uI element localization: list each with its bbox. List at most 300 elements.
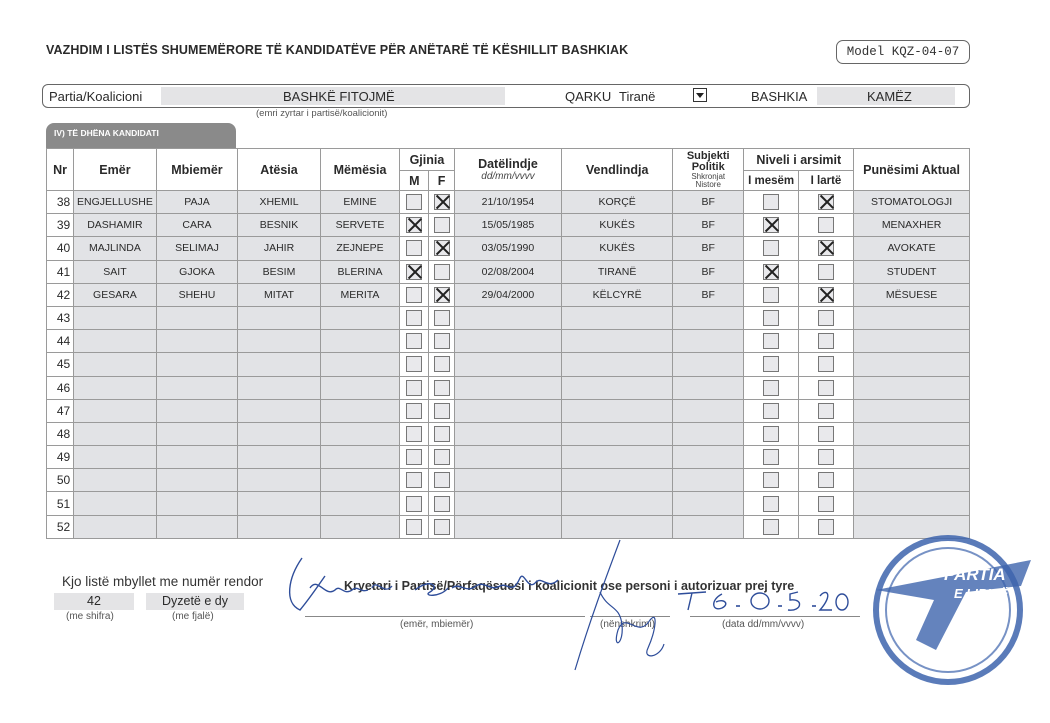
gender-m-checkbox[interactable] [406,217,422,233]
row-number: 49 [47,446,74,469]
gender-f-checkbox[interactable] [434,240,450,256]
closing-number-words[interactable]: Dyzetë e dy [146,593,244,610]
cell-memesia[interactable] [320,306,400,329]
cell-memesia[interactable] [320,446,400,469]
edu-mesem-checkbox[interactable] [763,496,779,512]
col-subjekti [673,149,744,191]
edu-larte-checkbox[interactable] [818,449,834,465]
col-emer: Emër [74,149,157,191]
gender-f-checkbox[interactable] [434,310,450,326]
cell-atesia[interactable] [238,446,321,469]
cell-emer[interactable] [74,330,157,353]
cell-datelindje[interactable] [454,515,562,538]
gender-m-cell [400,330,429,353]
edu-larte-cell [798,283,853,306]
subjekti-label-2: Politik [691,160,725,173]
cell-emer[interactable] [74,353,157,376]
cell-emer[interactable] [74,376,157,399]
cell-vendlindja[interactable] [562,376,673,399]
edu-larte-cell [798,191,853,214]
datelindje-label: Datëlindje [478,157,538,171]
cell-datelindje[interactable] [454,492,562,515]
cell-emer[interactable]: ENGJELLUSHE [74,191,157,214]
cell-punesimi[interactable] [854,353,970,376]
col-datelindje [454,149,562,191]
gender-m-checkbox[interactable] [406,519,422,535]
cell-memesia[interactable] [320,515,400,538]
row-number: 51 [47,492,74,515]
qarku-dropdown-icon[interactable] [693,88,707,102]
cell-vendlindja[interactable] [562,353,673,376]
edu-larte-checkbox[interactable] [818,217,834,233]
cell-datelindje[interactable] [454,399,562,422]
col-gjinia-f: F [429,171,454,191]
cell-punesimi[interactable] [854,492,970,515]
cell-atesia[interactable]: MITAT [238,283,321,306]
gender-m-checkbox[interactable] [406,449,422,465]
edu-larte-cell [798,306,853,329]
cell-datelindje[interactable]: 03/05/1990 [454,237,562,260]
bashkia-label: BASHKIA [751,89,808,104]
cell-vendlindja[interactable] [562,399,673,422]
cell-punesimi[interactable] [854,469,970,492]
section-tab-corner [200,123,236,149]
row-number: 42 [47,283,74,306]
cell-emer[interactable] [74,469,157,492]
gender-m-cell [400,515,429,538]
cell-mbiemer[interactable] [156,353,238,376]
gender-m-checkbox[interactable] [406,403,422,419]
table-row [47,446,970,469]
signature-hint: (nënshkrimi) [600,619,656,630]
cell-vendlindja[interactable] [562,492,673,515]
party-row [42,84,970,108]
handwritten-name [280,548,600,623]
cell-atesia[interactable] [238,306,321,329]
table-row [47,260,970,283]
cell-vendlindja[interactable] [562,446,673,469]
cell-mbiemer[interactable] [156,376,238,399]
cell-atesia[interactable]: BESNIK [238,214,321,237]
cell-atesia[interactable] [238,422,321,445]
cell-mbiemer[interactable]: SELIMAJ [156,237,238,260]
cell-mbiemer[interactable]: GJOKA [156,260,238,283]
gender-f-cell [429,376,454,399]
edu-larte-checkbox[interactable] [818,380,834,396]
edu-larte-checkbox[interactable] [818,403,834,419]
row-number: 52 [47,515,74,538]
gender-f-checkbox[interactable] [434,217,450,233]
cell-subjekti[interactable] [673,330,744,353]
edu-larte-checkbox[interactable] [818,496,834,512]
gender-m-cell [400,214,429,237]
cell-mbiemer[interactable]: PAJA [156,191,238,214]
table-row [47,191,970,214]
edu-mesem-cell [744,353,798,376]
cell-atesia[interactable] [238,353,321,376]
cell-punesimi[interactable]: STUDENT [854,260,970,283]
cell-subjekti[interactable] [673,422,744,445]
col-vendlindja: Vendlindja [562,149,673,191]
table-row [47,422,970,445]
cell-subjekti[interactable] [673,306,744,329]
edu-mesem-checkbox[interactable] [763,403,779,419]
cell-mbiemer[interactable] [156,515,238,538]
cell-subjekti[interactable] [673,399,744,422]
cell-memesia[interactable] [320,399,400,422]
gender-f-checkbox[interactable] [434,496,450,512]
closing-number-digits[interactable]: 42 [54,593,134,610]
party-stamp [856,530,1046,690]
cell-punesimi[interactable] [854,399,970,422]
gender-f-checkbox[interactable] [434,264,450,280]
cell-atesia[interactable]: XHEMIL [238,191,321,214]
edu-larte-checkbox[interactable] [818,426,834,442]
cell-mbiemer[interactable] [156,446,238,469]
cell-memesia[interactable] [320,492,400,515]
cell-vendlindja[interactable]: KUKËS [562,237,673,260]
gender-m-cell [400,237,429,260]
cell-mbiemer[interactable]: SHEHU [156,283,238,306]
cell-punesimi[interactable] [854,446,970,469]
gender-m-cell [400,306,429,329]
cell-atesia[interactable] [238,515,321,538]
edu-larte-cell [798,330,853,353]
cell-emer[interactable] [74,399,157,422]
cell-memesia[interactable]: SERVETE [320,214,400,237]
cell-emer[interactable] [74,446,157,469]
gender-f-checkbox[interactable] [434,287,450,303]
cell-atesia[interactable]: JAHIR [238,237,321,260]
cell-vendlindja[interactable]: KËLCYRË [562,283,673,306]
cell-emer[interactable]: GESARA [74,283,157,306]
cell-vendlindja[interactable]: KUKËS [562,214,673,237]
gender-f-checkbox[interactable] [434,356,450,372]
gender-f-cell [429,330,454,353]
qarku-select[interactable]: Tiranë [619,89,656,104]
cell-memesia[interactable] [320,422,400,445]
edu-mesem-cell [744,492,798,515]
edu-mesem-cell [744,260,798,283]
cell-mbiemer[interactable] [156,306,238,329]
cell-vendlindja[interactable] [562,469,673,492]
cell-subjekti[interactable] [673,376,744,399]
cell-memesia[interactable] [320,469,400,492]
edu-mesem-checkbox[interactable] [763,264,779,280]
row-number: 50 [47,469,74,492]
row-number: 43 [47,306,74,329]
cell-vendlindja[interactable]: TIRANË [562,260,673,283]
digits-hint: (me shifra) [66,611,114,622]
gender-f-cell [429,214,454,237]
table-row [47,330,970,353]
cell-emer[interactable]: MAJLINDA [74,237,157,260]
table-row [47,306,970,329]
subjekti-label-4: Nistore [695,179,721,189]
subjekti-label-3: Shkronjat [691,171,726,181]
edu-larte-checkbox[interactable] [818,194,834,210]
gender-m-cell [400,446,429,469]
table-row [47,353,970,376]
cell-datelindje[interactable] [454,306,562,329]
cell-datelindje[interactable]: 02/08/2004 [454,260,562,283]
edu-mesem-checkbox[interactable] [763,356,779,372]
cell-atesia[interactable] [238,330,321,353]
cell-datelindje[interactable] [454,422,562,445]
cell-datelindje[interactable] [454,469,562,492]
gender-f-cell [429,306,454,329]
form-model-code: Model KQZ-04-07 [836,40,970,64]
edu-larte-cell [798,214,853,237]
gender-m-cell [400,492,429,515]
edu-mesem-cell [744,330,798,353]
edu-larte-cell [798,376,853,399]
table-row [47,237,970,260]
edu-mesem-cell [744,446,798,469]
gender-m-cell [400,191,429,214]
edu-larte-checkbox[interactable] [818,472,834,488]
gender-f-checkbox[interactable] [434,333,450,349]
gender-f-cell [429,237,454,260]
name-hint: (emër, mbiemër) [400,619,474,630]
gender-f-checkbox[interactable] [434,472,450,488]
gender-m-checkbox[interactable] [406,333,422,349]
cell-memesia[interactable] [320,330,400,353]
party-name-field[interactable]: BASHKË FITOJMË [283,89,395,104]
closing-label: Kjo listë mbyllet me numër rendor [62,574,264,589]
cell-subjekti[interactable]: BF [673,214,744,237]
cell-atesia[interactable] [238,399,321,422]
gender-f-cell [429,260,454,283]
cell-datelindje[interactable] [454,446,562,469]
datelindje-format: dd/mm/vvvv [481,171,535,182]
cell-mbiemer[interactable] [156,469,238,492]
cell-subjekti[interactable]: BF [673,283,744,306]
cell-subjekti[interactable]: BF [673,237,744,260]
words-hint: (me fjalë) [172,611,214,622]
cell-mbiemer[interactable]: CARA [156,214,238,237]
cell-subjekti[interactable] [673,469,744,492]
edu-mesem-checkbox[interactable] [763,240,779,256]
edu-mesem-checkbox[interactable] [763,333,779,349]
cell-punesimi[interactable]: STOMATOLOGJI [854,191,970,214]
bashkia-field[interactable]: KAMËZ [867,89,912,104]
cell-mbiemer[interactable] [156,492,238,515]
edu-mesem-cell [744,515,798,538]
gender-m-checkbox[interactable] [406,356,422,372]
edu-larte-cell [798,469,853,492]
cell-emer[interactable]: SAIT [74,260,157,283]
cell-punesimi[interactable] [854,330,970,353]
cell-vendlindja[interactable] [562,330,673,353]
edu-mesem-cell [744,283,798,306]
edu-mesem-checkbox[interactable] [763,472,779,488]
edu-larte-cell [798,515,853,538]
cell-memesia[interactable]: EMINE [320,191,400,214]
row-number: 45 [47,353,74,376]
col-mesem: I mesëm [744,171,798,191]
cell-vendlindja[interactable]: KORÇË [562,191,673,214]
cell-mbiemer[interactable] [156,422,238,445]
col-memesia: Mëmësia [320,149,400,191]
table-row [47,492,970,515]
cell-datelindje[interactable]: 15/05/1985 [454,214,562,237]
row-number: 44 [47,330,74,353]
gender-m-cell [400,260,429,283]
edu-larte-checkbox[interactable] [818,519,834,535]
cell-atesia[interactable] [238,492,321,515]
cell-datelindje[interactable]: 21/10/1954 [454,191,562,214]
gender-m-checkbox[interactable] [406,194,422,210]
cell-subjekti[interactable] [673,446,744,469]
gender-m-cell [400,399,429,422]
gender-m-checkbox[interactable] [406,426,422,442]
edu-mesem-checkbox[interactable] [763,194,779,210]
cell-memesia[interactable]: MERITA [320,283,400,306]
edu-larte-cell [798,399,853,422]
table-row [47,376,970,399]
cell-emer[interactable] [74,492,157,515]
gender-m-checkbox[interactable] [406,240,422,256]
edu-mesem-checkbox[interactable] [763,426,779,442]
row-number: 40 [47,237,74,260]
cell-atesia[interactable] [238,469,321,492]
gender-f-cell [429,492,454,515]
cell-datelindje[interactable]: 29/04/2000 [454,283,562,306]
edu-mesem-cell [744,422,798,445]
cell-memesia[interactable]: ZEJNEPE [320,237,400,260]
cell-atesia[interactable] [238,376,321,399]
form-title: VAZHDIM I LISTËS SHUMEMËRORE TË KANDIDATËVE PËR ANËTARË TË KËSHILLIT BASHKIAK [46,43,629,57]
cell-emer[interactable] [74,515,157,538]
edu-larte-checkbox[interactable] [818,310,834,326]
gender-m-checkbox[interactable] [406,287,422,303]
cell-punesimi[interactable]: AVOKATE [854,237,970,260]
edu-mesem-checkbox[interactable] [763,449,779,465]
cell-punesimi[interactable]: MËSUESE [854,283,970,306]
cell-subjekti[interactable] [673,492,744,515]
cell-punesimi[interactable] [854,306,970,329]
gender-m-cell [400,376,429,399]
cell-memesia[interactable] [320,353,400,376]
cell-subjekti[interactable]: BF [673,260,744,283]
cell-memesia[interactable] [320,376,400,399]
edu-mesem-cell [744,237,798,260]
gender-m-checkbox[interactable] [406,496,422,512]
cell-punesimi[interactable] [854,422,970,445]
gender-f-cell [429,446,454,469]
cell-emer[interactable] [74,306,157,329]
gender-f-cell [429,283,454,306]
edu-larte-cell [798,237,853,260]
edu-mesem-cell [744,469,798,492]
cell-datelindje[interactable] [454,353,562,376]
edu-mesem-cell [744,399,798,422]
cell-atesia[interactable]: BESIM [238,260,321,283]
edu-mesem-checkbox[interactable] [763,380,779,396]
cell-datelindje[interactable] [454,376,562,399]
cell-punesimi[interactable]: MENAXHER [854,214,970,237]
col-niveli: Niveli i arsimit [744,149,854,171]
row-number: 39 [47,214,74,237]
cell-emer[interactable] [74,422,157,445]
cell-subjekti[interactable] [673,353,744,376]
gender-m-checkbox[interactable] [406,310,422,326]
col-gjinia-m: M [400,171,429,191]
edu-larte-cell [798,446,853,469]
gender-f-checkbox[interactable] [434,403,450,419]
edu-larte-checkbox[interactable] [818,240,834,256]
cell-vendlindja[interactable] [562,306,673,329]
section-tab: IV) TË DHËNA KANDIDATI [46,123,236,149]
edu-mesem-checkbox[interactable] [763,519,779,535]
gender-m-cell [400,422,429,445]
cell-mbiemer[interactable] [156,330,238,353]
gender-f-cell [429,191,454,214]
col-larte: I lartë [798,171,853,191]
edu-larte-checkbox[interactable] [818,356,834,372]
gender-f-cell [429,469,454,492]
cell-vendlindja[interactable] [562,422,673,445]
cell-datelindje[interactable] [454,330,562,353]
cell-punesimi[interactable] [854,376,970,399]
edu-larte-cell [798,422,853,445]
row-number: 41 [47,260,74,283]
edu-larte-cell [798,260,853,283]
col-gjinia: Gjinia [400,149,454,171]
col-punesimi: Punësimi Aktual [854,149,970,191]
edu-larte-checkbox[interactable] [818,287,834,303]
cell-mbiemer[interactable] [156,399,238,422]
table-row [47,469,970,492]
gender-f-checkbox[interactable] [434,194,450,210]
cell-emer[interactable]: DASHAMIR [74,214,157,237]
gender-m-checkbox[interactable] [406,472,422,488]
party-label: Partia/Koalicioni [49,89,143,104]
edu-mesem-cell [744,306,798,329]
edu-mesem-checkbox[interactable] [763,217,779,233]
qarku-label: QARKU [565,89,612,104]
gender-f-checkbox[interactable] [434,380,450,396]
gender-f-checkbox[interactable] [434,426,450,442]
edu-larte-checkbox[interactable] [818,264,834,280]
table-row [47,214,970,237]
row-number: 38 [47,191,74,214]
col-nr: Nr [47,149,74,191]
gender-m-cell [400,283,429,306]
gender-f-cell [429,399,454,422]
cell-subjekti[interactable]: BF [673,191,744,214]
stamp-text: PARTIA [944,565,1006,584]
edu-mesem-checkbox[interactable] [763,310,779,326]
candidates-table [46,148,970,539]
gender-m-cell [400,469,429,492]
edu-mesem-cell [744,214,798,237]
edu-larte-cell [798,492,853,515]
table-row [47,283,970,306]
gender-f-checkbox[interactable] [434,519,450,535]
table-row [47,399,970,422]
cell-memesia[interactable]: BLERINA [320,260,400,283]
gender-m-checkbox[interactable] [406,264,422,280]
edu-larte-checkbox[interactable] [818,333,834,349]
gender-m-checkbox[interactable] [406,380,422,396]
edu-mesem-checkbox[interactable] [763,287,779,303]
gender-f-checkbox[interactable] [434,449,450,465]
party-name-hint: (emri zyrtar i partisë/koalicionit) [256,108,388,119]
gender-f-cell [429,515,454,538]
gender-f-cell [429,422,454,445]
